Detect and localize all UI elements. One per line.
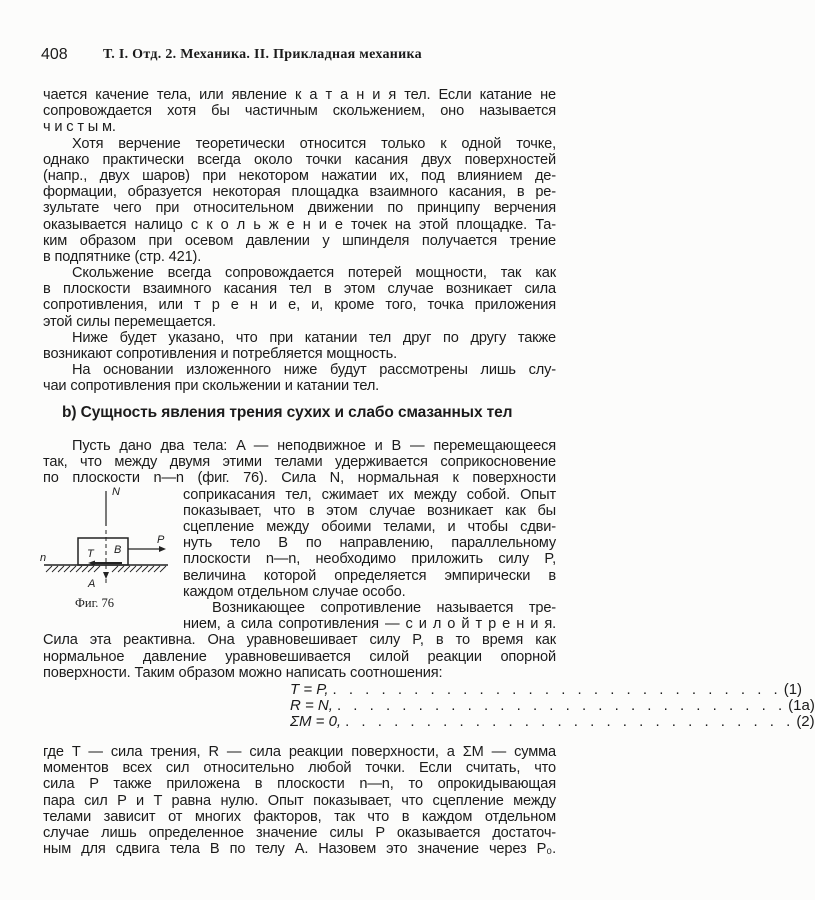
text-line: чается качение тела, или явление к а т а н и я тел. Если катание не [43, 87, 556, 103]
text-line: Скольжение всегда сопровождается потерей мощности, так как [72, 265, 556, 282]
body-text-intro [43, 438, 556, 487]
running-title: Т. I. Отд. 2. Механика. II. Прикладная механика [103, 47, 422, 62]
text-line: На основании изложенного ниже будут рассмотрены лишь слу- [72, 362, 556, 379]
text-line: плоскости n—n, необходимо приложить силу P, [183, 551, 556, 568]
top-text [43, 87, 556, 395]
final-paragraph [43, 744, 556, 857]
text-line: моментов всех сил относительно любой точки. Если считать, что [43, 760, 556, 777]
text-line: по плоскости n—n (фиг. 76). Сила N, нормальная к поверхности [43, 470, 556, 487]
text-line: ным для сдвига тела B по телу A. Назовем это значение через P₀. [43, 841, 556, 858]
text-line: показывает, что в этом случае возникает как бы [183, 502, 556, 519]
figure-caption: Фиг. 76 [75, 596, 115, 610]
label-a: A [88, 578, 96, 590]
text-line: в подпятнике (стр. 421). [43, 248, 202, 265]
text-line: так, что между двумя этими телами удерживается соприкосновение [43, 454, 556, 471]
page-number: 408 [41, 46, 68, 63]
text-line: поверхности. Таким образом можно написать соотношения: [43, 664, 443, 681]
equation-number: (1) [783, 681, 803, 698]
text-line: Пусть дано два тела: A — неподвижное и B — перемещающееся [72, 438, 556, 454]
equation-formula: T = P, [290, 681, 329, 698]
text-line: зультате чего при относительном движении по принципу верчения [43, 200, 556, 217]
text-line: где T — сила трения, R — сила реакции поверхности, а ΣM — сумма [43, 744, 556, 760]
text-line: ким образом при осевом давлении у шпинделя получается трение [43, 232, 556, 249]
text-line: ч и с т ы м. [43, 119, 116, 136]
text-line: величина которой определяется эмпирически в [183, 567, 556, 584]
text-line: этой силы перемещается. [43, 313, 216, 330]
reaction-arrow [103, 572, 109, 579]
leader-dots: . . . . . . . . . . . . . . . . . . . . . . . . . . . . [345, 713, 795, 730]
equation-row [290, 697, 815, 714]
equation-row [290, 681, 803, 698]
text-line: сопровождается хотя бы частичным скольжением, оно называется [43, 103, 556, 120]
text-line: нормальное давление уравновешивается силой реакции опорной [43, 648, 556, 665]
text-line: Сила эта реактивна. Она уравновешивает силу P, в то время как [43, 632, 556, 649]
text-line: сопротивления, или т р е н и е, и, кроме того, точка приложения [43, 297, 556, 314]
section-heading: b) Сущность явления трения сухих и слабо смазанных тел [62, 404, 513, 421]
text-line: однако практически всегда около точки касания двух поверхностей [43, 151, 556, 168]
text-line: пара сил P и T равна нулю. Опыт показывает, что сцепление между [43, 792, 556, 809]
equation-row [290, 713, 815, 730]
friction-diagram [40, 486, 175, 596]
text-line: нуть тело B по направлению, параллельному [183, 535, 556, 552]
text-line: телами зависит от многих факторов, так что в каждом отдельном [43, 808, 556, 825]
body-text-continued [43, 632, 556, 681]
equation-formula: ΣM = 0, [290, 713, 342, 730]
label-n-force: N [112, 486, 120, 498]
text-line: формации, образуется некоторая площадка взаимного касания, в ре- [43, 184, 556, 201]
text-line: Возникающее сопротивление называется тре- [212, 599, 556, 616]
equation-number: (1a) [788, 697, 815, 714]
equation-number: (2) [796, 713, 815, 730]
text-line: соприкасания тел, сжимает их между собой. Опыт [183, 486, 556, 503]
text-line: каждом отдельном случае особо. [183, 583, 406, 600]
text-line: в плоскости взаимного касания тел в этом случае возникает сила [43, 281, 556, 298]
text-line: (напр., двух шаров) при некотором нажатии их, под влиянием де- [43, 167, 556, 184]
leader-dots: . . . . . . . . . . . . . . . . . . . . . . . . . . . . [336, 697, 787, 714]
label-n-plane: n [40, 552, 47, 564]
text-line: Хотя верчение теоретически относится только к одной точке, [72, 135, 556, 152]
label-p: P [157, 534, 165, 546]
equations [290, 681, 815, 730]
text-line: Ниже будет указано, что при катании тел друг по другу также [72, 329, 556, 346]
text-line: сцепление между обоими телами, и чтобы сдви- [183, 518, 556, 535]
text-line: случае лишь определенное значение силы P оказывается достаточ- [43, 824, 556, 841]
running-header [41, 46, 556, 64]
text-line: сила P также приложена в плоскости n—n, то опрокидывающая [43, 776, 556, 793]
text-line: оказывается налицо с к о л ь ж е н и е точек на этой площадке. Та- [43, 216, 556, 233]
label-t: T [87, 548, 94, 560]
text-line: нием, а сила сопротивления — с и л о й т р е н и я. [183, 616, 556, 633]
equation-formula: R = N, [290, 697, 333, 714]
label-b: B [114, 544, 122, 556]
text-line: возникают сопротивления и потребляется мощность. [43, 346, 398, 362]
leader-dots: . . . . . . . . . . . . . . . . . . . . . . . . . . . . [332, 681, 782, 698]
text-line: чаи сопротивления при скольжении и катании тел. [43, 378, 380, 395]
